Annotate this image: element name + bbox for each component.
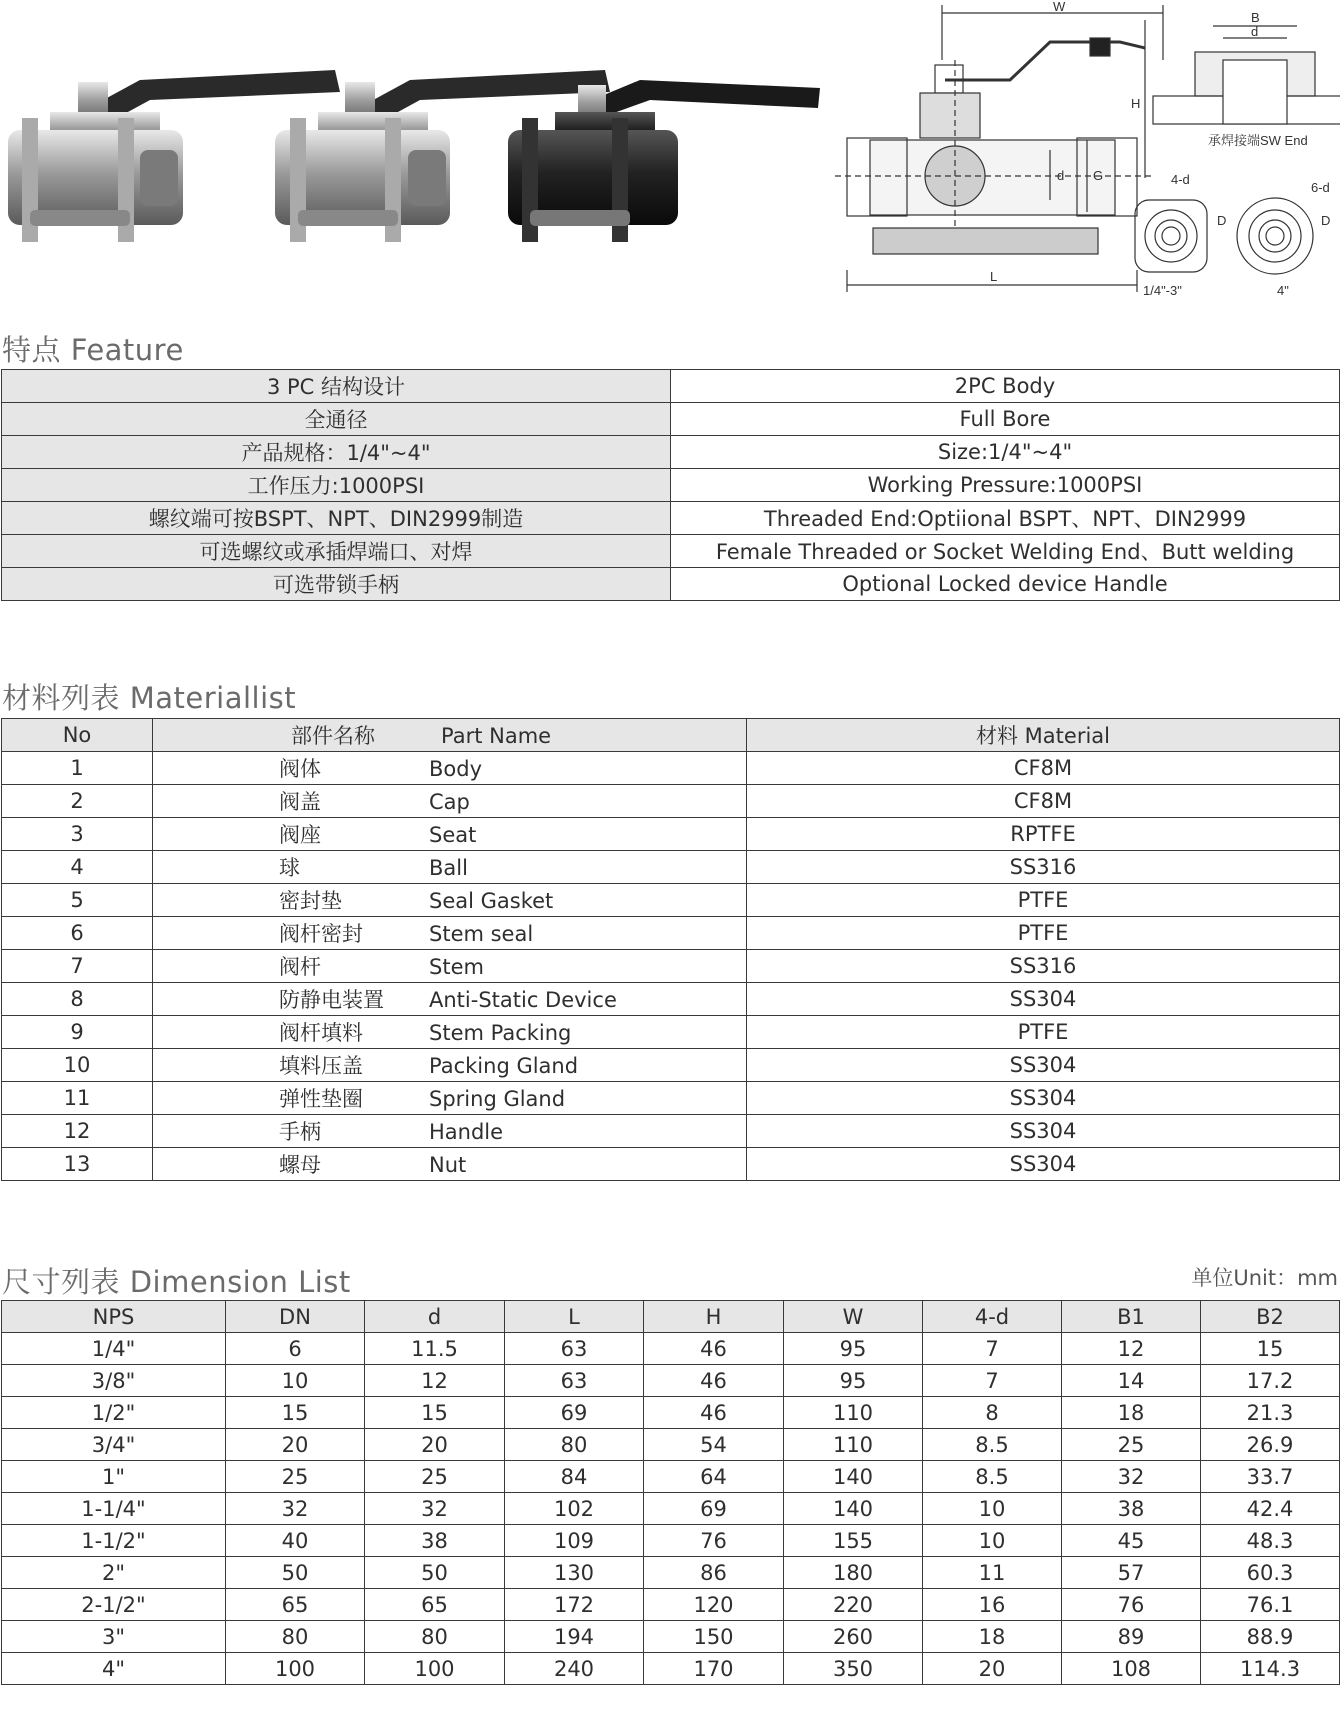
table-cell: 102 <box>505 1493 644 1525</box>
part-name-en: Packing Gland <box>429 1054 579 1078</box>
table-cell: 110 <box>784 1429 923 1461</box>
cell-no: 1 <box>2 752 153 785</box>
table-cell: 57 <box>1062 1557 1201 1589</box>
cell-material: PTFE <box>747 884 1340 917</box>
table-cell: 25 <box>1062 1429 1201 1461</box>
part-name-en: Spring Gland <box>429 1087 566 1111</box>
cell-material: SS304 <box>747 983 1340 1016</box>
table-row <box>2 568 1340 601</box>
table-cell: 69 <box>644 1493 784 1525</box>
table-cell: 65 <box>226 1589 365 1621</box>
table-row <box>2 1557 1340 1589</box>
column-header-dn: DN <box>226 1301 365 1333</box>
table-cell: 108 <box>1062 1653 1201 1685</box>
part-name-en: Stem Packing <box>429 1021 572 1045</box>
table-cell: 80 <box>365 1621 505 1653</box>
table-row <box>2 752 1340 785</box>
drawing-label-d: d <box>1057 168 1065 183</box>
cell-part-name <box>153 1115 747 1148</box>
cell-part-name <box>153 752 747 785</box>
table-row <box>2 403 1340 436</box>
cell-no: 8 <box>2 983 153 1016</box>
part-name-zh: 阀体 <box>279 757 321 781</box>
table-cell: 8.5 <box>923 1461 1062 1493</box>
feature-zh: 产品规格：1/4"~4" <box>2 436 671 469</box>
flange-large-pcd: D <box>1321 213 1331 228</box>
table-row <box>2 1115 1340 1148</box>
socket-weld-detail <box>1153 26 1340 124</box>
cell-material: PTFE <box>747 917 1340 950</box>
table-cell: 350 <box>784 1653 923 1685</box>
column-header-b1: B1 <box>1062 1301 1201 1333</box>
table-cell: 60.3 <box>1201 1557 1340 1589</box>
part-name-en: Nut <box>429 1153 467 1177</box>
column-header-part-name <box>153 719 747 752</box>
cell-no: 9 <box>2 1016 153 1049</box>
table-cell: 17.2 <box>1201 1365 1340 1397</box>
column-header-l: L <box>505 1301 644 1333</box>
table-cell: 20 <box>365 1429 505 1461</box>
table-cell: 20 <box>226 1429 365 1461</box>
column-header-no: No <box>2 719 153 752</box>
table-cell: 220 <box>784 1589 923 1621</box>
part-name-zh: 阀座 <box>279 823 321 847</box>
table-row <box>2 1016 1340 1049</box>
table-cell: 54 <box>644 1429 784 1461</box>
table-cell: 100 <box>226 1653 365 1685</box>
feature-en: Working Pressure:1000PSI <box>671 469 1340 502</box>
feature-zh: 可选带锁手柄 <box>2 568 671 601</box>
column-header-nps: NPS <box>2 1301 226 1333</box>
table-row <box>2 535 1340 568</box>
table-cell: 32 <box>1062 1461 1201 1493</box>
table-cell: 18 <box>1062 1397 1201 1429</box>
unit-label: 单位Unit：mm <box>1191 1266 1338 1290</box>
table-cell: 48.3 <box>1201 1525 1340 1557</box>
table-cell: 1-1/2" <box>2 1525 226 1557</box>
table-cell: 11.5 <box>365 1333 505 1365</box>
part-name-en: Body <box>429 757 483 781</box>
cell-no: 5 <box>2 884 153 917</box>
part-name-en: Cap <box>429 790 470 814</box>
part-name-en: Anti-Static Device <box>429 988 617 1012</box>
table-row <box>2 469 1340 502</box>
socket-weld-caption: 承焊接端SW End <box>1208 133 1308 148</box>
table-cell: 1" <box>2 1461 226 1493</box>
column-header-4d: 4-d <box>923 1301 1062 1333</box>
cell-material: SS316 <box>747 851 1340 884</box>
table-row <box>2 1461 1340 1493</box>
table-cell: 46 <box>644 1333 784 1365</box>
table-row <box>2 983 1340 1016</box>
cell-no: 12 <box>2 1115 153 1148</box>
table-cell: 12 <box>1062 1333 1201 1365</box>
cell-part-name <box>153 1082 747 1115</box>
table-cell: 76 <box>644 1525 784 1557</box>
cell-part-name <box>153 884 747 917</box>
part-name-zh: 阀盖 <box>279 790 321 814</box>
table-cell: 33.7 <box>1201 1461 1340 1493</box>
table-cell: 50 <box>365 1557 505 1589</box>
table-row <box>2 1429 1340 1461</box>
cell-no: 3 <box>2 818 153 851</box>
material-table <box>1 718 1340 1181</box>
table-cell: 88.9 <box>1201 1621 1340 1653</box>
table-row <box>2 917 1340 950</box>
feature-table <box>1 369 1340 601</box>
table-cell: 10 <box>923 1525 1062 1557</box>
table-row <box>2 436 1340 469</box>
table-cell: 46 <box>644 1365 784 1397</box>
table-cell: 120 <box>644 1589 784 1621</box>
part-name-en: Handle <box>429 1120 504 1144</box>
table-cell: 8.5 <box>923 1429 1062 1461</box>
table-cell: 240 <box>505 1653 644 1685</box>
cell-no: 11 <box>2 1082 153 1115</box>
feature-zh: 全通径 <box>2 403 671 436</box>
feature-en: Threaded End:Optiional BSPT、NPT、DIN2999 <box>671 502 1340 535</box>
table-cell: 26.9 <box>1201 1429 1340 1461</box>
feature-en: Female Threaded or Socket Welding End、Butt welding <box>671 535 1340 568</box>
valve-photo-3-black <box>508 80 820 242</box>
table-cell: 7 <box>923 1365 1062 1397</box>
part-name-zh: 手柄 <box>279 1120 321 1144</box>
feature-title: 特点 Feature <box>2 333 184 367</box>
cell-material: SS316 <box>747 950 1340 983</box>
table-row <box>2 370 1340 403</box>
feature-en: Full Bore <box>671 403 1340 436</box>
table-cell: 95 <box>784 1333 923 1365</box>
table-cell: 130 <box>505 1557 644 1589</box>
column-header-d: d <box>365 1301 505 1333</box>
cell-material: CF8M <box>747 785 1340 818</box>
feature-zh: 螺纹端可按BSPT、NPT、DIN2999制造 <box>2 502 671 535</box>
table-cell: 46 <box>644 1397 784 1429</box>
part-name-en: Seat <box>429 823 477 847</box>
part-name-en: Stem <box>429 955 484 979</box>
table-cell: 64 <box>644 1461 784 1493</box>
part-name-zh: 阀杆 <box>279 955 321 979</box>
cell-no: 4 <box>2 851 153 884</box>
table-cell: 25 <box>226 1461 365 1493</box>
table-cell: 15 <box>365 1397 505 1429</box>
cell-no: 10 <box>2 1049 153 1082</box>
feature-en: 2PC Body <box>671 370 1340 403</box>
socket-label-d: d <box>1251 24 1259 39</box>
cell-no: 7 <box>2 950 153 983</box>
table-cell: 50 <box>226 1557 365 1589</box>
table-row <box>2 1365 1340 1397</box>
table-cell: 18 <box>923 1621 1062 1653</box>
part-name-zh: 弹性垫圈 <box>279 1087 363 1111</box>
table-cell: 1-1/4" <box>2 1493 226 1525</box>
table-cell: 8 <box>923 1397 1062 1429</box>
table-cell: 80 <box>505 1429 644 1461</box>
table-cell: 6 <box>226 1333 365 1365</box>
table-cell: 15 <box>226 1397 365 1429</box>
table-cell: 170 <box>644 1653 784 1685</box>
cell-part-name <box>153 1049 747 1082</box>
table-cell: 32 <box>365 1493 505 1525</box>
header-name-zh: 部件名称 <box>291 724 375 748</box>
drawing-label-w: W <box>1053 0 1066 14</box>
cell-part-name <box>153 1016 747 1049</box>
cell-part-name <box>153 851 747 884</box>
feature-zh: 3 PC 结构设计 <box>2 370 671 403</box>
table-cell: 86 <box>644 1557 784 1589</box>
part-name-zh: 阀杆密封 <box>279 922 363 946</box>
table-cell: 150 <box>644 1621 784 1653</box>
table-cell: 65 <box>365 1589 505 1621</box>
part-name-zh: 螺母 <box>279 1153 321 1177</box>
valve-photos <box>0 0 830 290</box>
feature-en: Size:1/4"~4" <box>671 436 1340 469</box>
flange-small-range: 1/4"-3" <box>1143 283 1182 298</box>
part-name-zh: 防静电装置 <box>279 988 384 1012</box>
table-row <box>2 818 1340 851</box>
table-cell: 69 <box>505 1397 644 1429</box>
cell-part-name <box>153 917 747 950</box>
feature-zh: 可选螺纹或承插焊端口、对焊 <box>2 535 671 568</box>
table-cell: 11 <box>923 1557 1062 1589</box>
column-header-b2: B2 <box>1201 1301 1340 1333</box>
cell-part-name <box>153 1148 747 1181</box>
cell-no: 2 <box>2 785 153 818</box>
table-cell: 2-1/2" <box>2 1589 226 1621</box>
table-cell: 2" <box>2 1557 226 1589</box>
table-cell: 4" <box>2 1653 226 1685</box>
table-cell: 38 <box>365 1525 505 1557</box>
table-row <box>2 1589 1340 1621</box>
part-name-zh: 阀杆填料 <box>279 1021 363 1045</box>
part-name-zh: 球 <box>279 856 300 880</box>
table-row <box>2 1653 1340 1685</box>
table-cell: 100 <box>365 1653 505 1685</box>
cell-part-name <box>153 785 747 818</box>
cell-no: 13 <box>2 1148 153 1181</box>
socket-label-b: B <box>1251 10 1260 25</box>
cell-material: SS304 <box>747 1049 1340 1082</box>
cell-part-name <box>153 983 747 1016</box>
table-cell: 21.3 <box>1201 1397 1340 1429</box>
section-drawing <box>835 5 1163 292</box>
table-row <box>2 1082 1340 1115</box>
header-name-en: Part Name <box>441 724 552 748</box>
table-cell: 260 <box>784 1621 923 1653</box>
table-cell: 45 <box>1062 1525 1201 1557</box>
table-cell: 89 <box>1062 1621 1201 1653</box>
table-cell: 10 <box>923 1493 1062 1525</box>
drawing-label-l: L <box>990 269 998 284</box>
cell-material: CF8M <box>747 752 1340 785</box>
table-cell: 84 <box>505 1461 644 1493</box>
dimension-table <box>1 1300 1340 1685</box>
table-row <box>2 1493 1340 1525</box>
table-cell: 1/4" <box>2 1333 226 1365</box>
table-cell: 3/4" <box>2 1429 226 1461</box>
table-cell: 15 <box>1201 1333 1340 1365</box>
table-cell: 110 <box>784 1397 923 1429</box>
flange-small-bolts: 4-d <box>1171 172 1190 187</box>
column-header-material: 材料 Material <box>747 719 1340 752</box>
table-header-row <box>2 719 1340 752</box>
flange-small <box>1135 200 1207 272</box>
table-cell: 10 <box>226 1365 365 1397</box>
table-row <box>2 851 1340 884</box>
table-cell: 180 <box>784 1557 923 1589</box>
table-row <box>2 1148 1340 1181</box>
table-cell: 40 <box>226 1525 365 1557</box>
table-row <box>2 1049 1340 1082</box>
table-row <box>2 1621 1340 1653</box>
table-cell: 3/8" <box>2 1365 226 1397</box>
table-row <box>2 1333 1340 1365</box>
table-cell: 32 <box>226 1493 365 1525</box>
cell-material: PTFE <box>747 1016 1340 1049</box>
column-header-h: H <box>644 1301 784 1333</box>
table-cell: 7 <box>923 1333 1062 1365</box>
table-cell: 95 <box>784 1365 923 1397</box>
cell-material: SS304 <box>747 1082 1340 1115</box>
table-cell: 76 <box>1062 1589 1201 1621</box>
table-cell: 1/2" <box>2 1397 226 1429</box>
flange-large <box>1237 198 1313 274</box>
table-cell: 12 <box>365 1365 505 1397</box>
table-cell: 20 <box>923 1653 1062 1685</box>
table-cell: 140 <box>784 1461 923 1493</box>
materials-title: 材料列表 Materiallist <box>2 681 297 715</box>
table-cell: 194 <box>505 1621 644 1653</box>
column-header-w: W <box>784 1301 923 1333</box>
table-cell: 14 <box>1062 1365 1201 1397</box>
table-row <box>2 1525 1340 1557</box>
technical-drawings <box>835 0 1340 300</box>
drawing-label-h: H <box>1131 96 1141 111</box>
table-cell: 3" <box>2 1621 226 1653</box>
cell-no: 6 <box>2 917 153 950</box>
table-cell: 16 <box>923 1589 1062 1621</box>
cell-part-name <box>153 950 747 983</box>
table-row <box>2 950 1340 983</box>
part-name-en: Seal Gasket <box>429 889 554 913</box>
table-row <box>2 1397 1340 1429</box>
table-cell: 42.4 <box>1201 1493 1340 1525</box>
table-cell: 172 <box>505 1589 644 1621</box>
part-name-en: Stem seal <box>429 922 534 946</box>
flange-small-pcd: D <box>1217 213 1227 228</box>
table-row <box>2 502 1340 535</box>
cell-material: SS304 <box>747 1115 1340 1148</box>
part-name-zh: 密封垫 <box>279 889 342 913</box>
table-cell: 63 <box>505 1333 644 1365</box>
table-header-row <box>2 1301 1340 1333</box>
part-name-en: Ball <box>429 856 468 880</box>
table-cell: 80 <box>226 1621 365 1653</box>
part-name-zh: 填料压盖 <box>279 1054 363 1078</box>
table-cell: 140 <box>784 1493 923 1525</box>
table-cell: 155 <box>784 1525 923 1557</box>
table-row <box>2 884 1340 917</box>
drawing-label-g: G <box>1093 168 1104 183</box>
cell-material: SS304 <box>747 1148 1340 1181</box>
dimensions-title: 尺寸列表 Dimension List <box>2 1265 351 1299</box>
flange-large-range: 4" <box>1277 283 1289 298</box>
cell-part-name <box>153 818 747 851</box>
table-cell: 38 <box>1062 1493 1201 1525</box>
feature-en: Optional Locked device Handle <box>671 568 1340 601</box>
feature-zh: 工作压力:1000PSI <box>2 469 671 502</box>
table-cell: 63 <box>505 1365 644 1397</box>
table-cell: 76.1 <box>1201 1589 1340 1621</box>
cell-material: RPTFE <box>747 818 1340 851</box>
table-row <box>2 785 1340 818</box>
flange-large-bolts: 6-d <box>1311 180 1330 195</box>
table-cell: 109 <box>505 1525 644 1557</box>
table-cell: 114.3 <box>1201 1653 1340 1685</box>
table-cell: 25 <box>365 1461 505 1493</box>
